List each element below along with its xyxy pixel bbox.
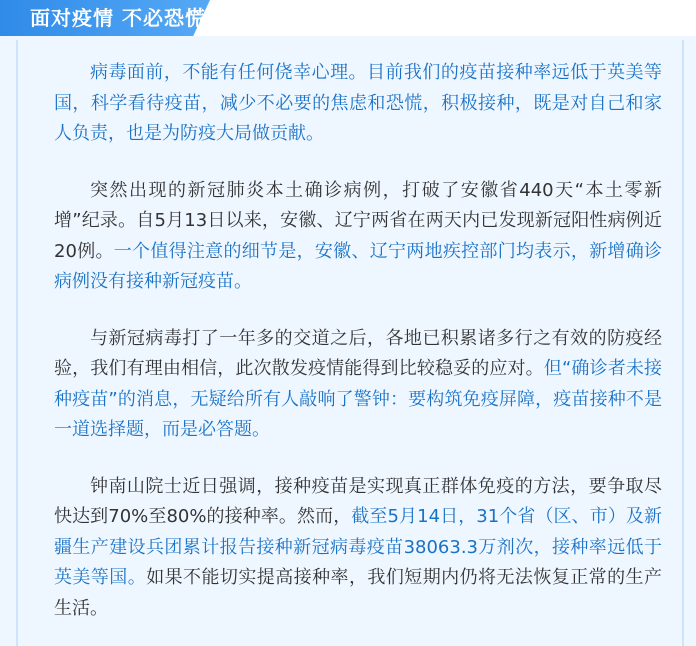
section-title: 面对疫情 不必恐慌	[30, 6, 206, 30]
paragraph-3	[54, 324, 662, 446]
paragraph-4-segment-2: 截至5月14日，31个省（区、市）及新疆生产建设兵团累计报告接种新冠病毒疫苗38063.3万剂次，接种率远低于英美等国。	[54, 506, 663, 588]
paragraph-4	[54, 472, 662, 625]
paragraph-3-segment-2: 但“确诊者未接种疫苗”的消息，无疑给所有人敲响了警钟：要构筑免疫屏障，疫苗接种不是一道选择题，而是必答题。	[54, 358, 663, 440]
paragraph-2-segment-1: 突然出现的新冠肺炎本土确诊病例，打破了安徽省440天“本土零新增”纪录。自5月13日以来，安徽、辽宁两省在两天内已发现新冠阳性病例近20例。	[54, 179, 662, 262]
paragraph-4-segment-3: 如果不能切实提高接种率，我们短期内仍将无法恢复正常的生产生活。	[54, 567, 662, 619]
article-body	[16, 40, 684, 646]
paragraph-1-segment-1: 病毒面前，不能有任何侥幸心理。目前我们的疫苗接种率远低于英美等国，科学看待疫苗，减少不必要的焦虑和恐慌，积极接种，既是对自己和家人负责，也是为防疫大局做贡献。	[54, 62, 662, 144]
paragraph-2-segment-2: 一个值得注意的细节是，安徽、辽宁两地疾控部门均表示，新增确诊病例没有接种新冠疫苗。	[54, 240, 663, 292]
section-header	[0, 0, 696, 36]
paragraph-4-segment-1: 钟南山院士近日强调，接种疫苗是实现真正群体免疫的方法，要争取尽快达到70%至80%的接种率。然而，	[54, 475, 662, 527]
paragraph-1	[54, 58, 662, 150]
paragraph-3-segment-1: 与新冠病毒打了一年多的交道之后，各地已积累诸多行之有效的防疫经验，我们有理由相信，此次散发疫情能得到比较稳妥的应对。	[54, 327, 662, 379]
paragraph-2	[54, 176, 662, 298]
